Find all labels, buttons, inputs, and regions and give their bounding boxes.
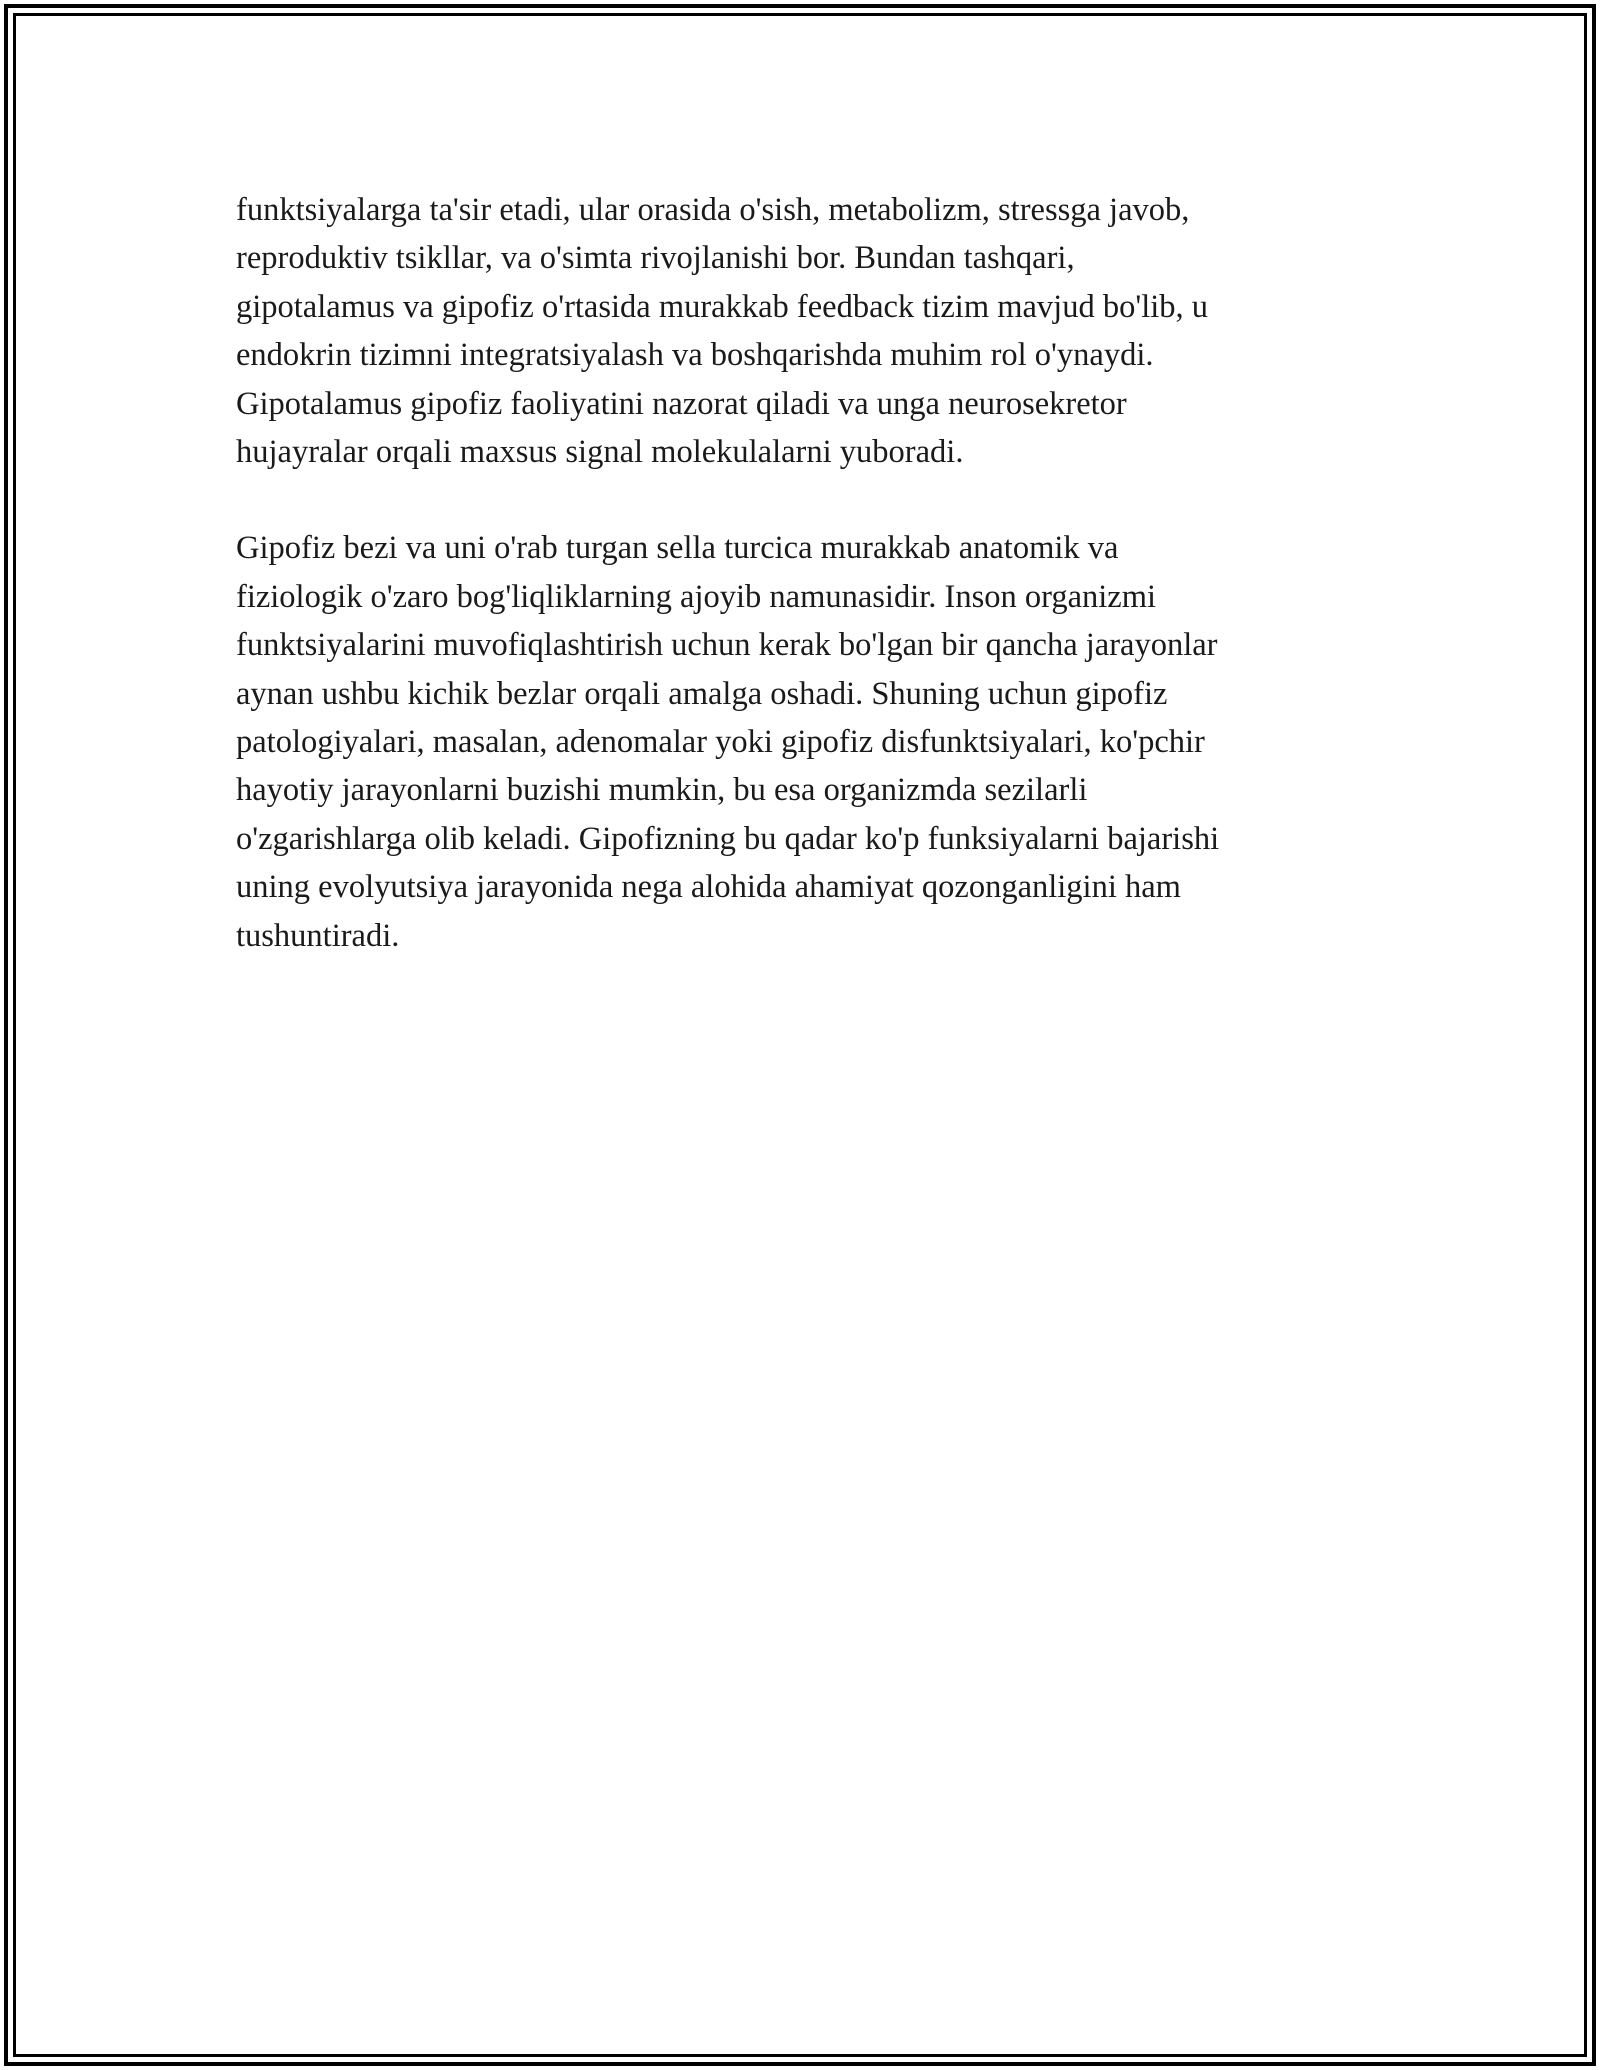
document-body	[236, 186, 1366, 960]
paragraph-1: funktsiyalarga ta'sir etadi, ular orasida o'sish, metabolizm, stressga javob, reproduktiv tsikllar, va o'simta rivojlanishi bor. Bundan tashqari, gipotalamus va gipofiz o'rtasida murakkab feedback tizim mavjud bo'lib, u endokrin tizimni integratsiyalash va boshqarishda muhim rol o'ynaydi. Gipotalamus gipofiz faoliyatini nazorat qiladi va unga neurosekretor hujayralar orqali maxsus signal molekulalarni yuboradi.	[236, 192, 1209, 471]
paragraph-2: Gipofiz bezi va uni o'rab turgan sella turcica murakkab anatomik va fiziologik o'zaro bog'liqliklarning ajoyib namunasidir. Inson organizmi funktsiyalarini muvofiqlashtirish uchun kerak bo'lgan bir qancha jarayonlar aynan ushbu kichik bezlar orqali amalga oshadi. Shuning uchun gipofiz patologiyalari, masalan, adenomalar yoki gipofiz disfunktsiyalari, ko'pchir hayotiy jarayonlarni buzishi mumkin, bu esa organizmda sezilarli o'zgarishlarga olib keladi. Gipofizning bu qadar ko'p funksiyalarni bajarishi uning evolyutsiya jarayonida nega alohida ahamiyat qozonganligini ham tushuntiradi.	[236, 530, 1220, 954]
